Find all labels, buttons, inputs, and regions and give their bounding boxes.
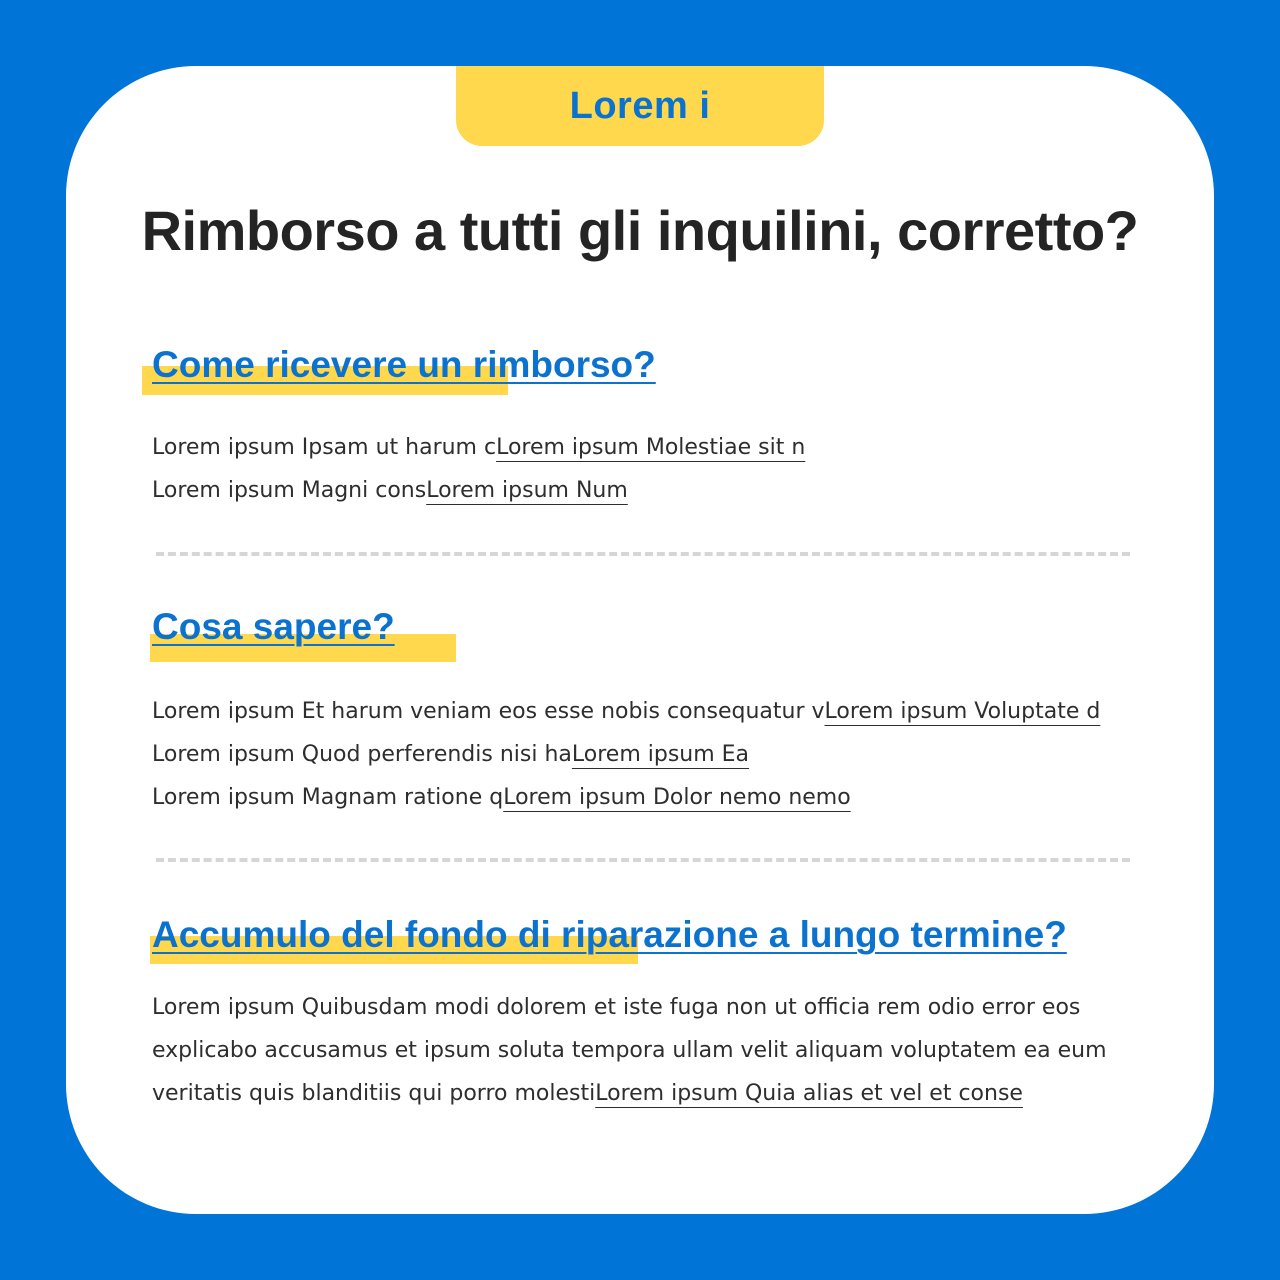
section-repair-fund (152, 914, 1142, 1115)
section-heading-wrap (152, 344, 656, 386)
inline-link[interactable]: Lorem ipsum Dolor nemo nemo (503, 785, 851, 810)
line-text: Lorem ipsum Quod perferendis nisi ha (152, 742, 572, 767)
line-text: Lorem ipsum Magnam ratione q (152, 785, 504, 810)
inline-link[interactable]: Lorem ipsum Ea (571, 742, 750, 767)
inline-link[interactable]: Lorem ipsum Molestiae sit n (496, 435, 806, 460)
section-heading-link[interactable]: Cosa sapere? (152, 606, 395, 647)
list-item (152, 469, 805, 512)
list-item (152, 776, 1100, 819)
inline-link[interactable]: Lorem ipsum Quia alias et vel et conse (595, 1081, 1023, 1106)
line-text: Lorem ipsum Et harum veniam eos esse nobis consequatur v (152, 699, 825, 724)
category-tag (456, 66, 824, 146)
section-heading-wrap (152, 914, 1067, 956)
list-item (152, 426, 805, 469)
section-divider (156, 858, 1130, 862)
section-heading-link[interactable]: Accumulo del fondo di riparazione a lungo termine? (152, 914, 1067, 955)
page-title: Rimborso a tutti gli inquilini, corretto? (141, 199, 1139, 262)
section-heading-link[interactable]: Come ricevere un rimborso? (152, 344, 656, 385)
list-item (152, 690, 1100, 733)
inline-link[interactable]: Lorem ipsum Voluptate d (824, 699, 1101, 724)
line-text: Lorem ipsum Magni cons (152, 478, 427, 503)
section-divider (156, 552, 1130, 556)
category-tag-label: Lorem i (569, 84, 711, 127)
section-what-to-know (152, 606, 1100, 819)
content-card (66, 66, 1214, 1214)
section-paragraph (152, 986, 1142, 1115)
section-heading-wrap (152, 606, 395, 648)
section-refund (152, 344, 805, 512)
line-text: Lorem ipsum Ipsam ut harum c (152, 435, 497, 460)
list-item (152, 733, 1100, 776)
paragraph-text: Lorem ipsum Quibusdam modi dolorem et iste fuga non ut officia rem odio error eos explicabo accusamus et ipsum soluta tempora ullam velit aliquam voluptatem ea eum veritatis quis blanditiis qui porro molesti (152, 995, 1107, 1106)
inline-link[interactable]: Lorem ipsum Num (426, 478, 628, 503)
